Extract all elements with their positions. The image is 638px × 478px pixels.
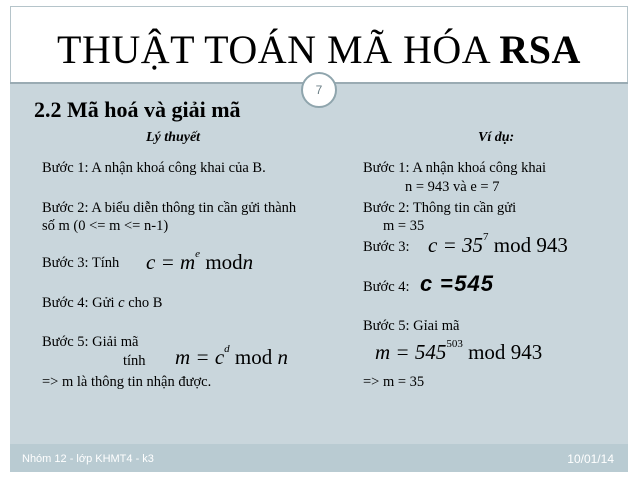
formula-mod: mod <box>493 233 532 257</box>
slide-title <box>0 28 638 72</box>
formula-modulus: n <box>242 250 254 274</box>
formula-lhs: m = 545 <box>375 340 447 364</box>
formula-mod: mod <box>205 250 243 274</box>
formula-modulus: n <box>277 345 289 369</box>
slide-number-badge: 7 <box>301 72 337 108</box>
left-step5: Bước 5: Giải mã <box>42 334 139 350</box>
formula-exponent: 503 <box>446 338 463 350</box>
result-var: c <box>420 271 434 296</box>
left-step2-line1: Bước 2: A biểu diễn thông tin cần gửi thành <box>42 200 297 216</box>
step4-prefix: Bước 4: Gửi <box>42 295 115 311</box>
left-formula-decrypt <box>175 345 288 370</box>
footer-date: 10/01/14 <box>567 452 614 466</box>
left-result: => m là thông tin nhận được. <box>42 374 212 390</box>
right-column-heading: Ví dụ: <box>478 130 515 145</box>
formula-mod: mod <box>468 340 506 364</box>
right-step1: Bước 1: A nhận khoá công khai <box>363 160 547 176</box>
title-main: THUẬT TOÁN MÃ HÓA <box>57 27 500 72</box>
formula-mod: mod <box>234 345 273 369</box>
formula-lhs: c = m <box>146 250 196 274</box>
left-step2-line2: số m (0 <= m <= n-1) <box>42 218 169 234</box>
title-bold: RSA <box>499 27 581 72</box>
left-step1: Bước 1: A nhận khoá công khai của B. <box>42 160 266 176</box>
result-value: 545 <box>454 271 494 296</box>
left-step4 <box>42 294 162 312</box>
left-step3: Bước 3: Tính <box>42 255 120 271</box>
right-formula-result <box>420 271 494 297</box>
right-step4: Bước 4: <box>363 279 410 295</box>
left-column-heading: Lý thuyết <box>146 130 201 145</box>
right-step2-value: m = 35 <box>383 218 425 234</box>
formula-exponent: e <box>195 248 201 260</box>
formula-modulus: 943 <box>510 340 543 364</box>
right-step3: Bước 3: <box>363 239 410 255</box>
step4-var: c <box>118 295 125 311</box>
right-result: => m = 35 <box>363 374 425 390</box>
step4-suffix: cho B <box>128 295 163 311</box>
left-step5-calc: tính <box>123 353 146 369</box>
left-formula-encrypt <box>146 250 253 275</box>
section-heading: 2.2 Mã hoá và giải mã <box>34 97 241 122</box>
right-formula-decrypt <box>375 340 542 365</box>
right-step1-values: n = 943 và e = 7 <box>405 179 500 195</box>
formula-exponent: d <box>224 343 230 355</box>
formula-exponent: 7 <box>483 231 489 243</box>
right-formula-encrypt <box>428 233 568 258</box>
formula-modulus: 943 <box>536 233 568 257</box>
right-step2: Bước 2: Thông tin cần gửi <box>363 200 517 216</box>
result-equals: = <box>440 271 455 296</box>
formula-lhs: c = 35 <box>428 233 483 257</box>
formula-lhs: m = c <box>175 345 225 369</box>
right-step5: Bước 5: Gỉai mã <box>363 318 460 334</box>
footer-group-label: Nhóm 12 - lớp KHMT4 - k3 <box>22 453 154 465</box>
